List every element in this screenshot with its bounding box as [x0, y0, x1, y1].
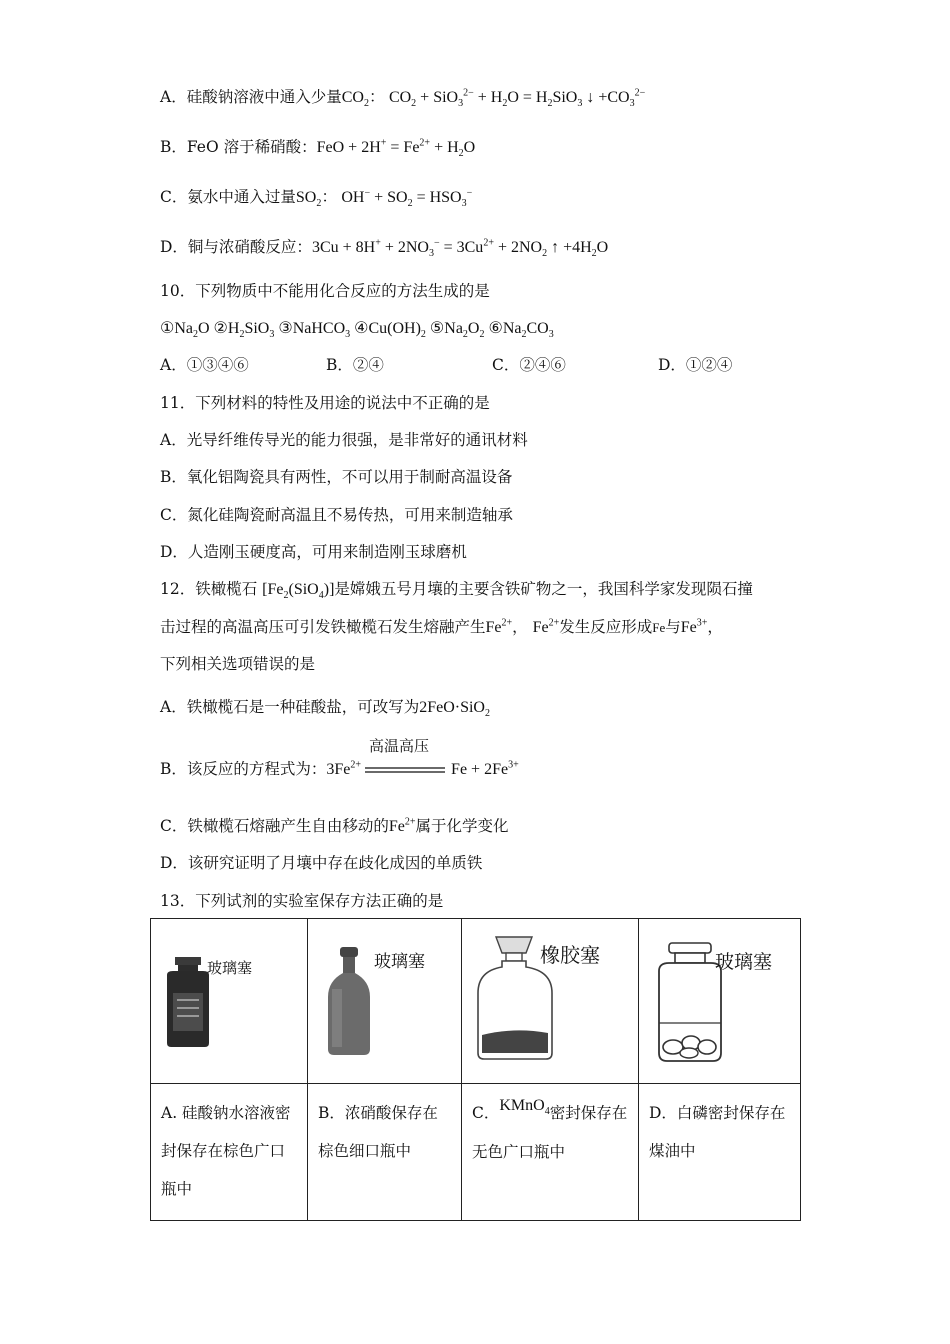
q12-stem2b: 发生反应形成: [559, 618, 653, 636]
q12-a-text: A．铁橄榄石是一种硅酸盐，可改写为: [160, 698, 420, 716]
q12-fe: Fe: [652, 620, 666, 635]
q12-stem2a: 击过程的高温高压可引发铁橄榄石发生熔融产生: [160, 618, 486, 636]
brown-wide-mouth-bottle-icon: [151, 919, 307, 1079]
reaction-condition-label: 高温高压: [369, 737, 430, 755]
q10-choice-c: C．②④⑥: [492, 356, 566, 374]
q13-option-d: D．白磷密封保存在煤油中: [639, 1084, 801, 1221]
brown-narrow-mouth-bottle-icon: [308, 919, 461, 1079]
q9-d-text: D．铜与浓硝酸反应：: [160, 238, 312, 256]
q11-option-a: A．光导纤维传导光的能力很强，是非常好的通讯材料: [160, 431, 528, 449]
q12-stem2c: 与: [665, 618, 681, 636]
q12-formula-fe2sio4: $[Fe_2(SiO_4)]$: [262, 581, 335, 602]
q13-text-row: [151, 1084, 801, 1221]
q12-option-c: [160, 815, 509, 838]
q11-option-d: D．人造刚玉硬度高，可用来制造刚玉球磨机: [160, 543, 467, 561]
q12-fe3-ion: $Fe^{3+}$: [680, 617, 708, 636]
q9-c-text: C．氨水中通入过量: [160, 188, 296, 206]
glass-stoppered-bottle-with-white-phosphorus-icon: [639, 919, 799, 1079]
q13-c-text: 密封保存在无色广口瓶中: [472, 1104, 628, 1161]
q12-c-text-a: C．铁橄榄石熔融产生自由移动的: [160, 817, 389, 835]
q13-cell-a-image: [151, 919, 308, 1084]
q12-stem1b: 是嫦娥五号月壤的主要含铁矿物之一，我国科学家发现陨石撞: [334, 580, 753, 598]
q9-option-b: [160, 136, 475, 159]
q13-option-b: B．浓硝酸保存在棕色细口瓶中: [308, 1084, 462, 1221]
q9-option-d: [160, 236, 608, 259]
q9-d-formula: $3Cu + 8H^+ + 2NO_3^- = 3Cu^{2+} + 2NO_2$ ↑ $+4H_2O$: [311, 237, 609, 260]
q10-choice-a: A．①③④⑥: [160, 356, 249, 374]
q12-fe2-ion-2: $Fe^{2+}$: [532, 617, 560, 636]
q12-a-formula: 2FeO·SiO$_2$: [419, 699, 490, 720]
q13-label-b: 玻璃塞: [374, 952, 425, 972]
q9-a-text: A．硅酸钠溶液中通入少量: [160, 88, 342, 106]
q13-label-d: 玻璃塞: [715, 951, 773, 973]
q11-stem: 11．下列材料的特性及用途的说法中不正确的是: [160, 394, 490, 412]
q10-stem: 10．下列物质中不能用化合反应的方法生成的是: [160, 282, 490, 300]
q11-option-c: C．氮化硅陶瓷耐高温且不易传热，可用来制造轴承: [160, 506, 513, 524]
q12-option-b: [160, 737, 519, 781]
q9-c-formula: $SO_2$： $OH^- + SO_2 = HSO_3^-$: [295, 187, 473, 210]
q13-stem: 13．下列试剂的实验室保存方法正确的是: [160, 892, 444, 910]
q13-image-row: [151, 919, 801, 1084]
q12-stem1a: 12．铁橄榄石: [160, 580, 258, 598]
q9-b-formula: FeO + $2H^+ = Fe^{2+} + H_2O$: [316, 137, 476, 160]
q13-cell-b-image: [308, 919, 462, 1084]
reaction-condition-arrow: [365, 737, 447, 781]
q10-choice-d: D．①②④: [658, 356, 733, 374]
q13-label-c: 橡胶塞: [540, 943, 600, 967]
q12-c-ion: $Fe^{2+}$: [388, 816, 416, 835]
q13-c-formula: KMnO$_4$: [499, 1097, 550, 1118]
q11-option-b: B．氧化铝陶瓷具有两性，不可以用于制耐高温设备: [160, 468, 513, 486]
q9-b-text: B．FeO 溶于稀硝酸：: [160, 138, 317, 156]
q12-option-d: D．该研究证明了月壤中存在歧化成因的单质铁: [160, 854, 483, 872]
q9-option-c: [160, 186, 472, 209]
q13-cell-c-image: [462, 919, 639, 1084]
q9-option-a: [160, 86, 645, 109]
q12-option-a: [160, 696, 490, 719]
q13-option-a: A. 硅酸钠水溶液密封保存在棕色广口瓶中: [151, 1084, 308, 1221]
q10-items: $①Na_2O$ $②H_2SiO_3$ ③NaHCO$_3$ $④Cu(OH)_2$ $⑤Na_2O_2$ $⑥Na_2CO_3$: [160, 320, 554, 341]
q13-table: [150, 918, 801, 1221]
q12-stem-line2: 击过程的高温高压可引发铁橄榄石发生熔融产生$Fe^{2+}$， $Fe^{2+}$发生反应形成Fe与$Fe^{3+}$，: [160, 617, 723, 636]
q9-a-formula: $CO_2$： $CO_2 + SiO_3^{2-} + H_2O = H_2SiO_3$ ↓ $+CO_3^{2-}$: [341, 87, 646, 110]
q12-b-rhs: $Fe + 2Fe^{3+}$: [451, 759, 519, 778]
q12-b-text: B．该反应的方程式为：: [160, 760, 327, 778]
q10-choices: [160, 354, 732, 376]
q12-stem-line1: [160, 578, 753, 601]
q12-b-lhs: $3Fe^{2+}$: [326, 759, 362, 778]
q13-c-prefix: C．: [472, 1104, 500, 1122]
q10-choice-b: B．②④: [326, 356, 384, 374]
q12-fe2-ion: $Fe^{2+}$: [485, 617, 513, 636]
q12-c-text-b: 属于化学变化: [415, 817, 509, 835]
q13-option-c: [462, 1084, 639, 1221]
q13-label-a: 玻璃塞: [207, 959, 253, 977]
q13-cell-d-image: [639, 919, 801, 1084]
q12-stem-line3: 下列相关选项错误的是: [160, 655, 316, 673]
